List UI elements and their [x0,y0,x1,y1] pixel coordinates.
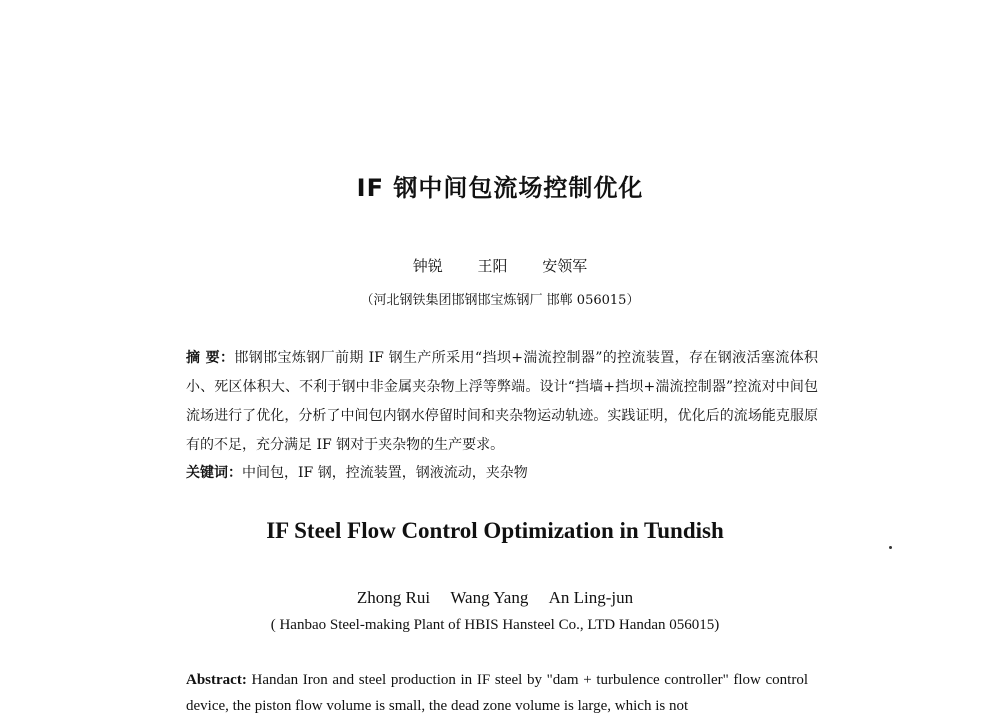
english-affiliation: ( Hanbao Steel-making Plant of HBIS Hansteel Co., LTD Handan 056015) [270,617,720,633]
chinese-keywords [186,462,818,484]
english-authors [0,588,990,608]
chinese-abstract-label: 摘 要： [186,350,235,366]
chinese-abstract-text: 邯钢邯宝炼钢厂前期 IF 钢生产所采用“挡坝+湍流控制器”的控流装置，存在钢液活塞流体积小、死区体积大、不利于钢中非金属夹杂物上浮等弊端。设计“挡墙+挡坝+湍流控制器”控流对中间包流场进行了优化，分析了中间包内钢水停留时间和夹杂物运动轨迹。实践证明，优化后的流场能克服原有的不足，充分满足 IF 钢对于夹杂物的生产要求。 [186,350,819,453]
author-en-3: An Ling-jun [548,588,634,607]
author-cn-2: 王阳 [477,257,508,275]
chinese-title: IF 钢中间包流场控制优化 [356,174,644,202]
scan-speck [889,546,892,549]
author-cn-1: 钟锐 [412,257,443,275]
chinese-keywords-text: 中间包，IF 钢，控流装置，钢液流动，夹杂物 [242,465,528,481]
chinese-authors [0,255,1000,276]
english-abstract-label: Abstract: [186,672,247,688]
english-title: IF Steel Flow Control Optimization in Tundish [266,518,724,543]
author-en-2: Wang Yang [450,588,529,607]
english-abstract [186,667,808,719]
chinese-keywords-label: 关键词： [186,465,242,481]
chinese-abstract [186,344,818,460]
author-cn-3: 安领军 [542,257,588,275]
chinese-affiliation: （河北钢铁集团邯钢邯宝炼钢厂 邯郸 056015） [360,293,640,308]
author-en-1: Zhong Rui [356,588,431,607]
english-abstract-text: Handan Iron and steel production in IF steel by "dam + turbulence controller" flow control device, the piston flow volume is small, the dead zone volume is large, which is not [186,672,809,714]
